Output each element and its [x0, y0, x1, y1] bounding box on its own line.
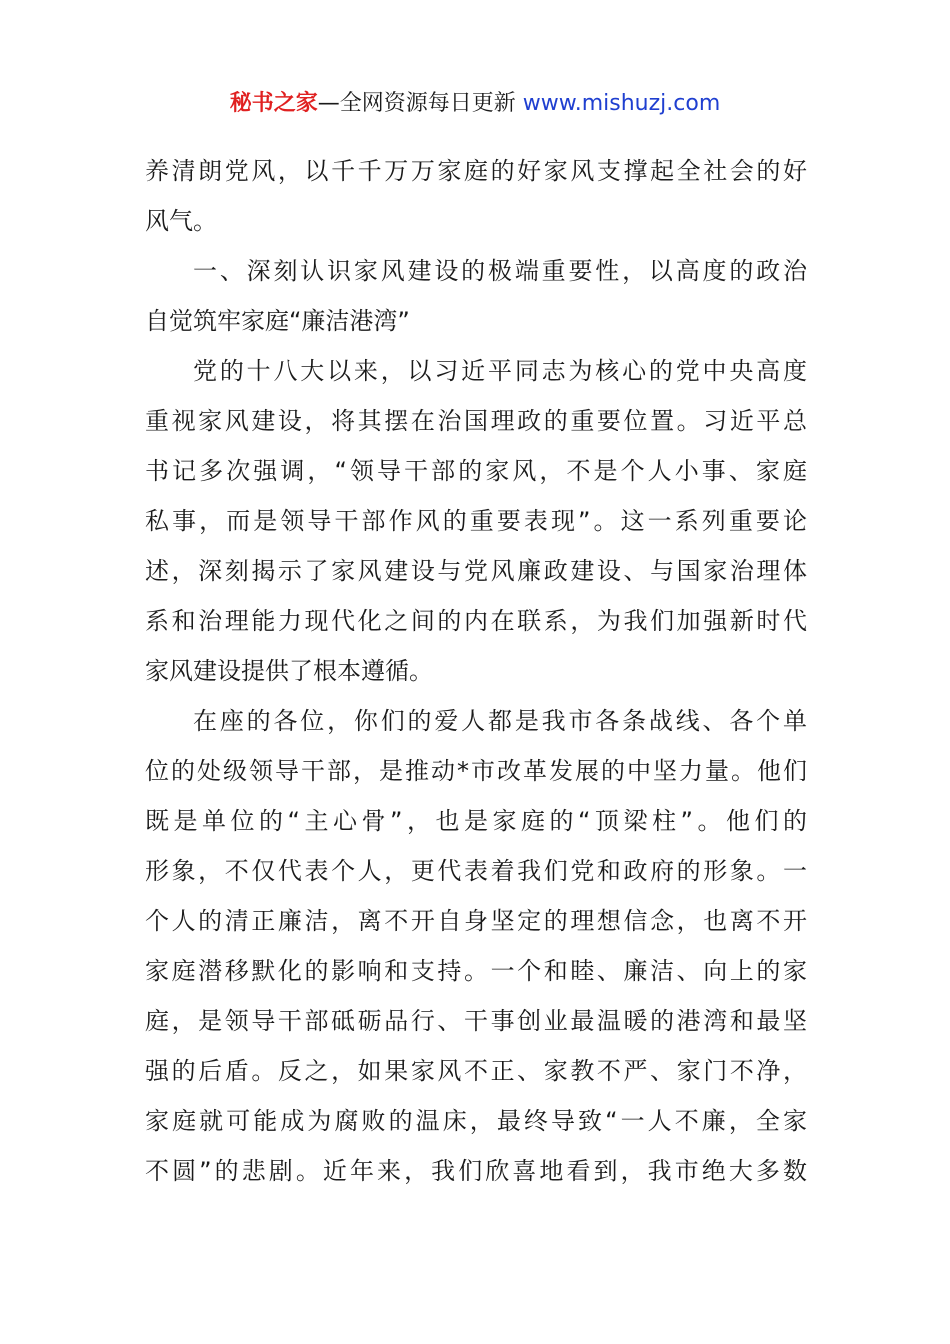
header-tagline: —全网资源每日更新: [317, 91, 523, 116]
text-line: 强的后盾。反之，如果家风不正、家教不严、家门不净，: [145, 1057, 807, 1085]
body-text: [145, 146, 807, 1196]
text-line: 养清朗党风，以千千万万家庭的好家风支撑起全社会的好: [145, 157, 807, 185]
text-line: 重视家风建设，将其摆在治国理政的重要位置。习近平总: [145, 407, 807, 435]
text-line: 家庭潜移默化的影响和支持。一个和睦、廉洁、向上的家: [145, 957, 807, 985]
text-line: 家风建设提供了根本遵循。: [145, 657, 433, 685]
text-line: 不圆”的悲剧。近年来，我们欣喜地看到，我市绝大多数: [145, 1157, 807, 1185]
site-header: [0, 88, 950, 120]
text-line: 形象，不仅代表个人，更代表着我们党和政府的形象。一: [145, 857, 807, 885]
brand-name: 秘书之家: [229, 91, 318, 116]
text-line: 既是单位的“主心骨”，也是家庭的“顶梁柱”。他们的: [145, 807, 807, 835]
text-line: 自觉筑牢家庭“廉洁港湾”: [145, 307, 410, 335]
text-line: 述，深刻揭示了家风建设与党风廉政建设、与国家治理体: [145, 557, 807, 585]
text-line: 一、深刻认识家风建设的极端重要性，以高度的政治: [193, 257, 807, 285]
text-line: 系和治理能力现代化之间的内在联系，为我们加强新时代: [145, 607, 807, 635]
text-line: 党的十八大以来，以习近平同志为核心的党中央高度: [193, 357, 807, 385]
text-line: 庭，是领导干部砥砺品行、干事创业最温暖的港湾和最坚: [145, 1007, 807, 1035]
text-line: 位的处级领导干部，是推动*市改革发展的中坚力量。他们: [145, 757, 807, 785]
text-line: 书记多次强调，“领导干部的家风，不是个人小事、家庭: [145, 457, 807, 485]
text-line: 家庭就可能成为腐败的温床，最终导致“一人不廉，全家: [145, 1107, 807, 1135]
site-url-link[interactable]: www.mishuzj.com: [522, 91, 721, 116]
text-line: 风气。: [145, 207, 217, 235]
text-line: 私事，而是领导干部作风的重要表现”。这一系列重要论: [145, 507, 807, 535]
text-line: 个人的清正廉洁，离不开自身坚定的理想信念，也离不开: [145, 907, 807, 935]
text-line: 在座的各位，你们的爱人都是我市各条战线、各个单: [193, 707, 807, 735]
